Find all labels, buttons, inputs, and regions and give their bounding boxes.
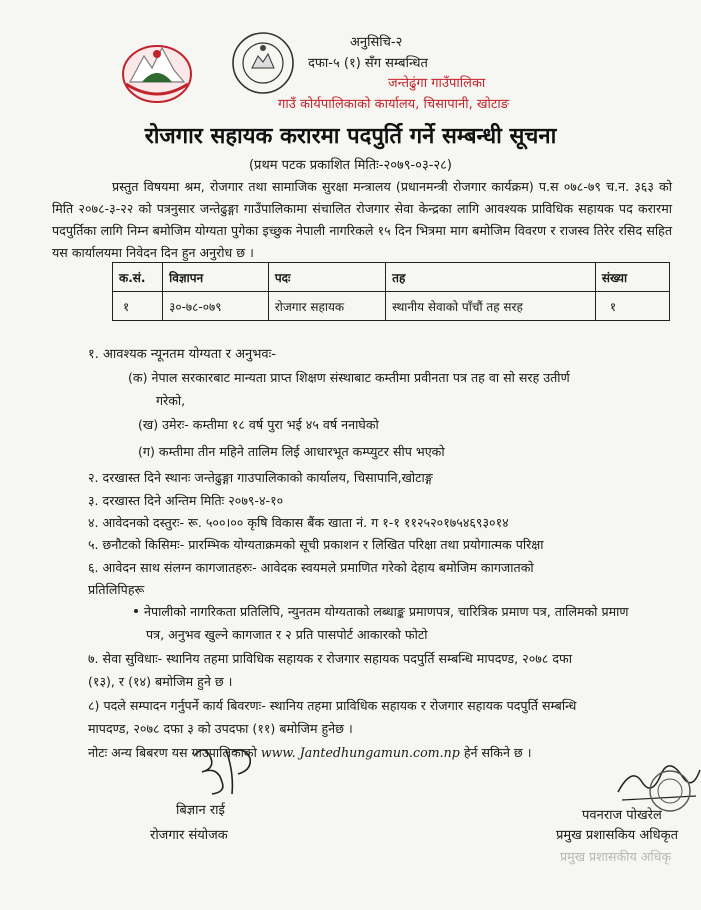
col-level: तह bbox=[386, 263, 596, 292]
right-signatory-name: पवनराज पोखरेल bbox=[582, 808, 662, 823]
left-signatory-role: रोजगार संयोजक bbox=[150, 828, 228, 843]
notice-title: रोजगार सहायक करारमा पदपुर्ति गर्ने सम्बन्धी सूचना bbox=[144, 124, 557, 149]
right-signatory-role: प्रमुख प्रशासकिय अधिकृत bbox=[556, 828, 679, 843]
documents-list-item: नेपालीको नागरिकता प्रतिलिपि, न्युनतम योग्यताको लब्धाङ्क प्रमाणपत्र, चारित्रिक प्रमाण पत्र, तालिमको प्रमाण bbox=[134, 603, 629, 620]
requirements-heading: १. आवश्यक न्यूनतम योग्यता र अनुभवः- bbox=[88, 347, 276, 362]
selection-method: ५. छनौटको किसिमः- प्रारम्भिक योग्यताक्रमको सूची प्रकाशन र लिखित परिक्षा तथा प्रयोगात्मक परिक्षा bbox=[88, 537, 544, 552]
job-description: ८) पदले सम्पादन गर्नुपर्ने कार्य बिवरणः- स्थानिय तहमा प्राविधिक सहायक र रोजगार सहायक पदपुर्ति सम्बन्धि bbox=[88, 698, 577, 713]
website-link[interactable]: www. Jantedhungamun.com.np bbox=[260, 745, 460, 760]
service-facility-cont: (१३), र (१४) बमोजिम हुने छ । bbox=[88, 674, 233, 689]
documents-heading: ६. आवेदन साथ संलग्न कागजातहरुः- आवेदक स्वयमले प्रमाणित गरेको देहाय बमोजिम कागजातको bbox=[88, 560, 534, 575]
documents-list-item-cont: पत्र, अनुभव खुल्ने कागजात र २ प्रति पासपोर्ट आकारको फोटो bbox=[146, 627, 428, 642]
notice-subtitle: (प्रथम पटक प्रकाशित मितिः-२०७९-०३-२८) bbox=[248, 158, 452, 173]
bullet-icon bbox=[134, 609, 138, 613]
annex-label: अनुसिचि-२ bbox=[350, 35, 403, 50]
col-ad-no: विज्ञापन bbox=[163, 263, 269, 292]
job-description-cont: मापदण्ड, २०७८ दफा ३ को उपदफा (११) बमोजिम हुनेछ । bbox=[88, 721, 353, 736]
cell-count: १ bbox=[595, 292, 669, 321]
application-deadline: ३. दरखास्त दिने अन्तिम मितिः २०७९-४-१० bbox=[88, 493, 284, 508]
office-name: जन्तेढुंगा गाउँपालिका bbox=[388, 76, 486, 91]
col-serial: क.सं. bbox=[113, 263, 163, 292]
documents-heading-cont: प्रतिलिपिहरू bbox=[88, 582, 145, 597]
table-row bbox=[113, 292, 670, 321]
office-address: गाउँ कोर्यपालिकाको कार्यालय, चिसापानी, खोटाङ bbox=[278, 97, 510, 112]
note-line: नोटः अन्य बिबरण यस गाउपालिकाको www. Jantedhungamun.com.np हेर्न सकिने छ । bbox=[88, 745, 532, 760]
vacancy-table bbox=[112, 262, 670, 321]
cell-post: रोजगार सहायक bbox=[268, 292, 385, 321]
nepal-emblem-icon bbox=[112, 34, 202, 108]
requirement-kha: (ख) उमेरः- कम्तीमा १८ वर्ष पुरा भई ४५ वर्ष ननाघेको bbox=[138, 417, 379, 432]
intro-paragraph: प्रस्तुत विषयमा श्रम, रोजगार तथा सामाजिक सुरक्षा मन्त्रालय (प्रधानमन्त्री रोजगार कार्यक्रम) प.स ०७८-७९ च.न. ३६३ को मिति २०७८-३-२२ को पत्रनुसार जन्तेढुङ्गा गाउँपालिकामा संचालित रोजगार सेवा केन्द्रका लागि आवश्यक प्राविधिक सहायक पद करारमा पदपुर्तिका लागि निम्न बमोजिम योग्यता पुगेका इच्छुक नेपाली नागरिकले १५ दिन भित्रमा माग बमोजिम विवरण र राजस्व तिरेर रसिद सहित यस कार्यालयमा निवेदन दिन हुन अनुरोध छ । bbox=[52, 179, 672, 260]
cell-level: स्थानीय सेवाको पाँचौं तह सरह bbox=[386, 292, 596, 321]
application-place: २. दरखास्त दिने स्थानः जन्तेढुङ्गा गाउपालिकाको कार्यालय, चिसापानि,खोटाङ्ग bbox=[88, 470, 433, 485]
application-fee: ४. आवेदनको दस्तुरः- रू. ५००।०० कृषि विकास बैंक खाता नं. ग १-१ ११२५२०१७५४६९३०१४ bbox=[88, 515, 509, 530]
table-header-row bbox=[113, 263, 670, 292]
col-count: संख्या bbox=[595, 263, 669, 292]
service-facility: ७. सेवा सुविधाः- स्थानिय तहमा प्राविधिक सहायक र रोजगार सहायक पदपुर्ति सम्बन्धि मापदण्ड, २०७८ दफा bbox=[88, 651, 573, 666]
requirement-ga: (ग) कम्तीमा तीन महिने तालिम लिई आधारभूत कम्प्युटर सीप भएको bbox=[138, 444, 445, 459]
requirement-ka-cont: गरेको, bbox=[156, 393, 186, 408]
cell-ad-no: ३०-७८-०७९ bbox=[163, 292, 269, 321]
left-signatory-name: बिज्ञान राई bbox=[176, 803, 225, 818]
stamp-bleed-text: प्रमुख प्रशासकीय अधिकृ bbox=[560, 849, 672, 864]
left-signature-icon bbox=[188, 742, 260, 798]
section-reference: दफा-५ (१) सँग सम्बन्धित bbox=[308, 56, 428, 71]
col-post: पदः bbox=[268, 263, 385, 292]
cell-serial: १ bbox=[113, 292, 163, 321]
requirement-ka: (क) नेपाल सरकारबाट मान्यता प्राप्त शिक्षण संस्थाबाट कम्तीमा प्रवीनता पत्र तह वा सो सरह उतीर्ण bbox=[128, 370, 570, 385]
municipality-seal-icon bbox=[230, 30, 296, 96]
